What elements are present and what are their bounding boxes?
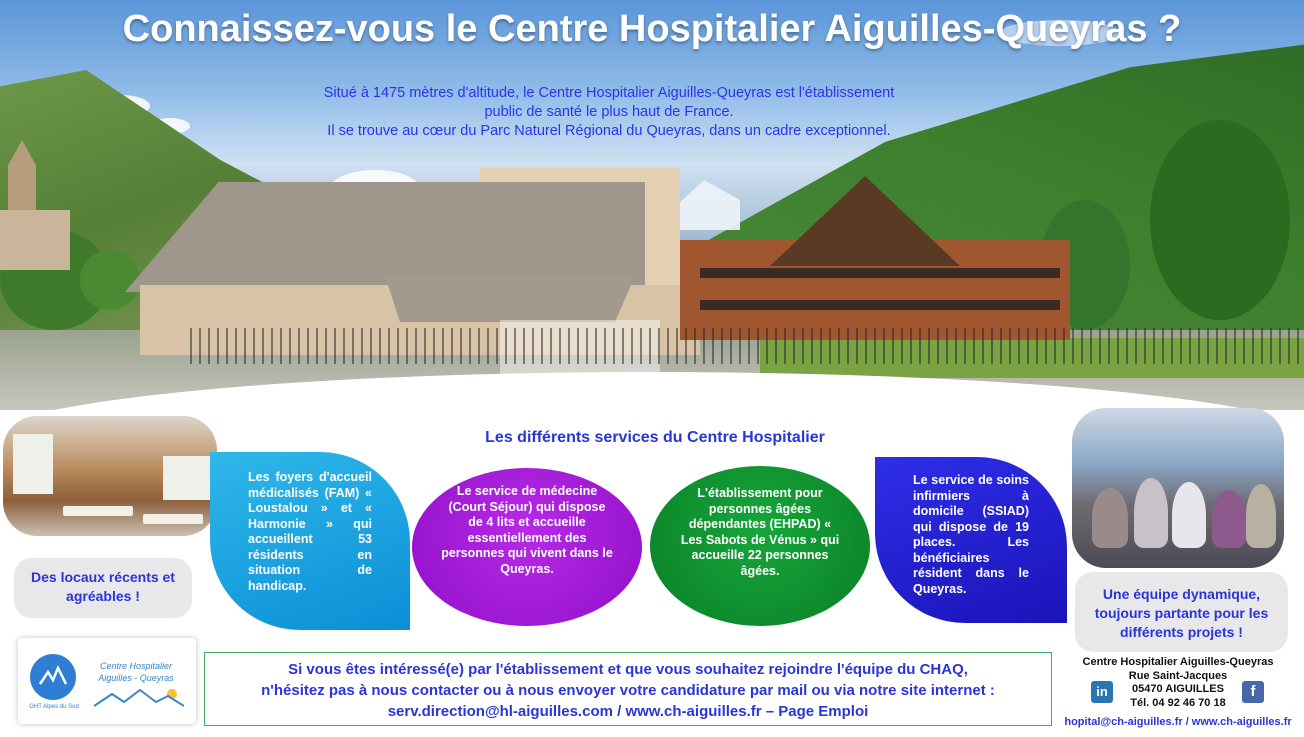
page-title: Connaissez-vous le Centre Hospitalier Aiguilles-Queyras ? (122, 8, 1182, 50)
logo-name-line: Aiguilles - Queyras (98, 673, 174, 683)
address-phone: Tél. 04 92 46 70 18 (1130, 696, 1226, 709)
contact-box (204, 652, 1052, 726)
contact-links[interactable]: serv.direction@hl-aiguilles.com / www.ch-aiguilles.fr – Page Emploi (387, 703, 869, 720)
logo-mountain-icon (94, 686, 184, 708)
person (1172, 482, 1206, 548)
person (1212, 490, 1246, 548)
address-city: 05470 AIGUILLES (1132, 683, 1224, 695)
village-house (0, 210, 70, 270)
facebook-icon[interactable]: f (1242, 681, 1264, 703)
intro-line: Il se trouve au cœur du Parc Naturel Régional du Queyras, dans un cadre exceptionnel. (327, 123, 891, 139)
table (63, 506, 133, 516)
photo-premises (3, 416, 217, 536)
service-medecine: Le service de médecine (Court Séjour) qui dispose de 4 lits et accueille essentiellement des personnes qui vivent dans le Queyras. (412, 468, 642, 626)
window (13, 434, 53, 494)
linkedin-icon[interactable]: in (1091, 681, 1113, 703)
logo-name-line: Centre Hospitalier (99, 661, 173, 671)
hospital-lower-roof (385, 276, 635, 322)
window (163, 456, 213, 500)
person (1246, 484, 1276, 548)
hospital-logo (18, 638, 196, 724)
table (143, 514, 203, 524)
address-name: Centre Hospitalier Aiguilles-Queyras (1082, 656, 1274, 668)
photo-team (1072, 408, 1284, 568)
logo-name (84, 660, 188, 684)
address-street: Rue Saint-Jacques (1128, 669, 1228, 682)
caption-premises: Des locaux récents et agréables ! (14, 558, 192, 618)
tree (1150, 120, 1290, 320)
address-links[interactable]: hopital@ch-aiguilles.fr / www.ch-aiguilles.fr (1064, 716, 1292, 728)
balcony (700, 300, 1060, 310)
intro-line: public de santé le plus haut de France. (484, 104, 734, 120)
intro-text (250, 84, 968, 141)
contact-line: Si vous êtes intéressé(e) par l'établissement et que vous souhaitez rejoindre l'équipe du CHAQ, (288, 661, 968, 678)
contact-line: n'hésitez pas à nous contacter ou à nous envoyer votre candidature par mail ou via notre site internet : (261, 682, 995, 699)
service-fam: Les foyers d'accueil médicalisés (FAM) « Loustalou » et « Harmonie » qui accueillent 53 résidents en situation de handicap. (210, 452, 410, 630)
person (1092, 488, 1128, 548)
fence (190, 328, 1304, 364)
service-ehpad: L'établissement pour personnes âgées dépendantes (EHPAD) « Les Sabots de Vénus » qui accueille 22 personnes âgées. (650, 466, 870, 626)
services-title: Les différents services du Centre Hospitalier (485, 429, 825, 446)
service-ssiad: Le service de soins infirmiers à domicile (SSIAD) qui dispose de 19 places. Les bénéficiaires résident dans le Queyras. (875, 457, 1067, 623)
balcony (700, 268, 1060, 278)
tree (80, 250, 140, 310)
person (1134, 478, 1168, 548)
ght-label: GHT Alpes du Sud (29, 704, 79, 710)
caption-team: Une équipe dynamique, toujours partante pour les différents projets ! (1075, 572, 1288, 652)
ght-logo-icon (30, 654, 76, 700)
intro-line: Situé à 1475 mètres d'altitude, le Centre Hospitalier Aiguilles-Queyras est l'établissement (323, 85, 895, 101)
